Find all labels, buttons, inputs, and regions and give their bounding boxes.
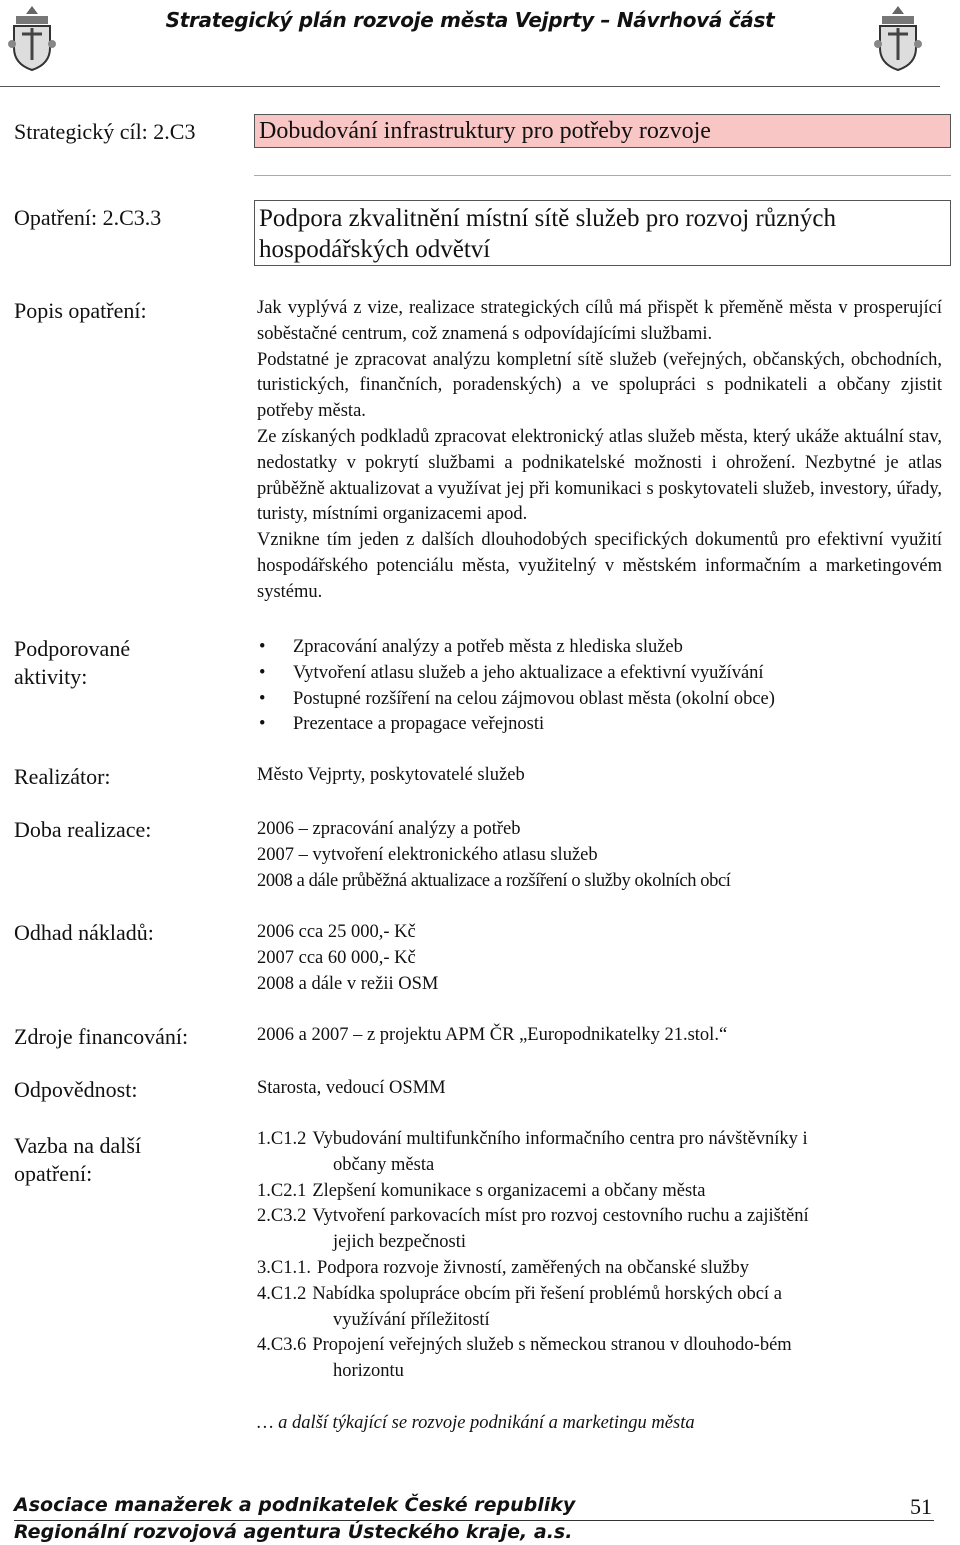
costs-list xyxy=(257,920,942,997)
footer-organization-2: Regionální rozvojová agentura Ústeckého kraje, a.s. xyxy=(14,1521,573,1543)
list-item: • Zpracování analýzy a potřeb města z hlediska služeb xyxy=(257,635,942,661)
bullet-icon: • xyxy=(259,714,266,735)
responsibility-text: Starosta, vedoucí OSMM xyxy=(257,1078,446,1098)
related-measures-more: … a další týkající se rozvoje podnikání a marketingu města xyxy=(257,1413,695,1433)
list-item: • Vytvoření atlasu služeb a jeho aktualizace a efektivní využívání xyxy=(257,661,942,687)
description-paragraph: Podstatné je zpracovat analýzu kompletní sítě služeb (veřejných, občanských, obchodních, turistických, finančních, poradenských) a ve spolupráci s podnikateli a občany zjistit potřeby města. xyxy=(257,349,942,422)
list-item: 2006 cca 25 000,- Kč xyxy=(257,922,416,942)
list-item: 4.C3.6 Propojení veřejných služeb s německou stranou v dlouhodo-bém xyxy=(257,1335,792,1356)
list-item: 2.C3.2 Vytvoření parkovacích míst pro rozvoj cestovního ruchu a zajištění xyxy=(257,1206,809,1227)
bullet-icon: • xyxy=(259,637,266,657)
bullet-icon: • xyxy=(259,688,266,709)
label-measure: Opatření: 2.C3.3 xyxy=(14,205,162,230)
label-funding: Zdroje financování: xyxy=(14,1024,189,1049)
label-description: Popis opatření: xyxy=(14,298,147,323)
label-strategic-goal: Strategický cíl: 2.C3 xyxy=(14,119,196,144)
related-measures-list: 1.C1.2 Vybudování multifunkčního informačního centra pro návštěvníky i občany města 1.C2.1 Zlepšení komunikace s organizacemi a občany města 2.C3.2 Vytvoření parkovacích míst pro rozvoj cestovního ruchu a zajištění jejich bezpečnosti 3.C1.1. Podpora rozvoje živností, zaměřených na občanské služby 4.C1.2 Nabídka spolupráce obcím při řešení problémů horských obcí a využívání příležitostí 4.C3.6 Propojení veřejných služeb s německou stranou v dlouhodo-bém horizontu xyxy=(257,1127,942,1385)
list-item: 1.C1.2 Vybudování multifunkčního informačního centra pro návštěvníky i xyxy=(257,1129,808,1149)
measure-title: Podpora zkvalitnění místní sítě služeb pro rozvoj různých hospodářských odvětví xyxy=(254,200,951,266)
label-responsibility: Odpovědnost: xyxy=(14,1077,138,1102)
coat-of-arms-logo-right xyxy=(874,4,922,72)
header-divider xyxy=(0,86,940,87)
page-number: 51 xyxy=(910,1494,932,1519)
description-paragraph: Ze získaných podkladů zpracovat elektronický atlas služeb města, který ukáže aktuální stav, nedostatky v pokrytí službami a podnikatelské možnosti i ohrožení. Nezbytné je atlas průběžně aktualizovat a využívat jej při komunikaci s poskytovateli služeb, investory, úřady, turisty, místními organizacemi apod. xyxy=(257,426,942,525)
list-item: 1.C2.1 Zlepšení komunikace s organizacemi a občany města xyxy=(257,1180,706,1201)
footer-organization-1: Asociace manažerek a podnikatelek České republiky xyxy=(14,1494,576,1516)
activities-list xyxy=(257,635,942,738)
description-paragraph: Vznikne tím jeden z dalších dlouhodobých specifických dokumentů pro efektivní využití hospodářského potenciálu města, využitelný v městském informačním a marketingovém systému. xyxy=(257,530,942,602)
label-implementer: Realizátor: xyxy=(14,764,111,789)
list-item: 2008 a dále průběžná aktualizace a rozšíření o služby okolních obcí xyxy=(257,870,731,891)
label-related-measures: Vazba na další opatření: xyxy=(14,1133,142,1186)
strategic-goal-title: Dobudování infrastruktury pro potřeby rozvoje xyxy=(254,114,951,148)
duration-list xyxy=(257,817,942,894)
list-item: 3.C1.1. Podpora rozvoje živností, zaměřených na občanské služby xyxy=(257,1257,750,1278)
list-item: 2007 – vytvoření elektronického atlasu služeb xyxy=(257,844,598,865)
list-item: 2007 cca 60 000,- Kč xyxy=(257,947,416,968)
list-item: • Prezentace a propagace veřejnosti xyxy=(257,712,942,738)
section-divider xyxy=(254,175,951,176)
bullet-icon: • xyxy=(259,662,266,683)
description-text xyxy=(257,296,942,606)
list-item: • Postupné rozšíření na celou zájmovou oblast města (okolní obce) xyxy=(257,687,942,713)
list-item: 4.C1.2 Nabídka spolupráce obcím při řešení problémů horských obcí a xyxy=(257,1283,782,1304)
implementer-text: Město Vejprty, poskytovatelé služeb xyxy=(257,765,525,785)
list-item: 2006 – zpracování analýzy a potřeb xyxy=(257,819,521,839)
description-paragraph: Jak vyplývá z vize, realizace strategických cílů má přispět k přeměně města v prosperující soběstačné centrum, což znamená s odpovídajícími službami. xyxy=(257,298,942,344)
label-duration: Doba realizace: xyxy=(14,817,152,842)
list-item: 2008 a dále v režii OSM xyxy=(257,973,439,994)
funding-text: 2006 a 2007 – z projektu APM ČR „Europodnikatelky 21.stol.“ xyxy=(257,1025,728,1045)
document-header-title: Strategický plán rozvoje města Vejprty – Návrhová část xyxy=(165,8,775,32)
label-costs: Odhad nákladů: xyxy=(14,920,154,945)
label-activities: Podporované aktivity: xyxy=(14,636,131,689)
coat-of-arms-logo-left xyxy=(8,4,56,72)
